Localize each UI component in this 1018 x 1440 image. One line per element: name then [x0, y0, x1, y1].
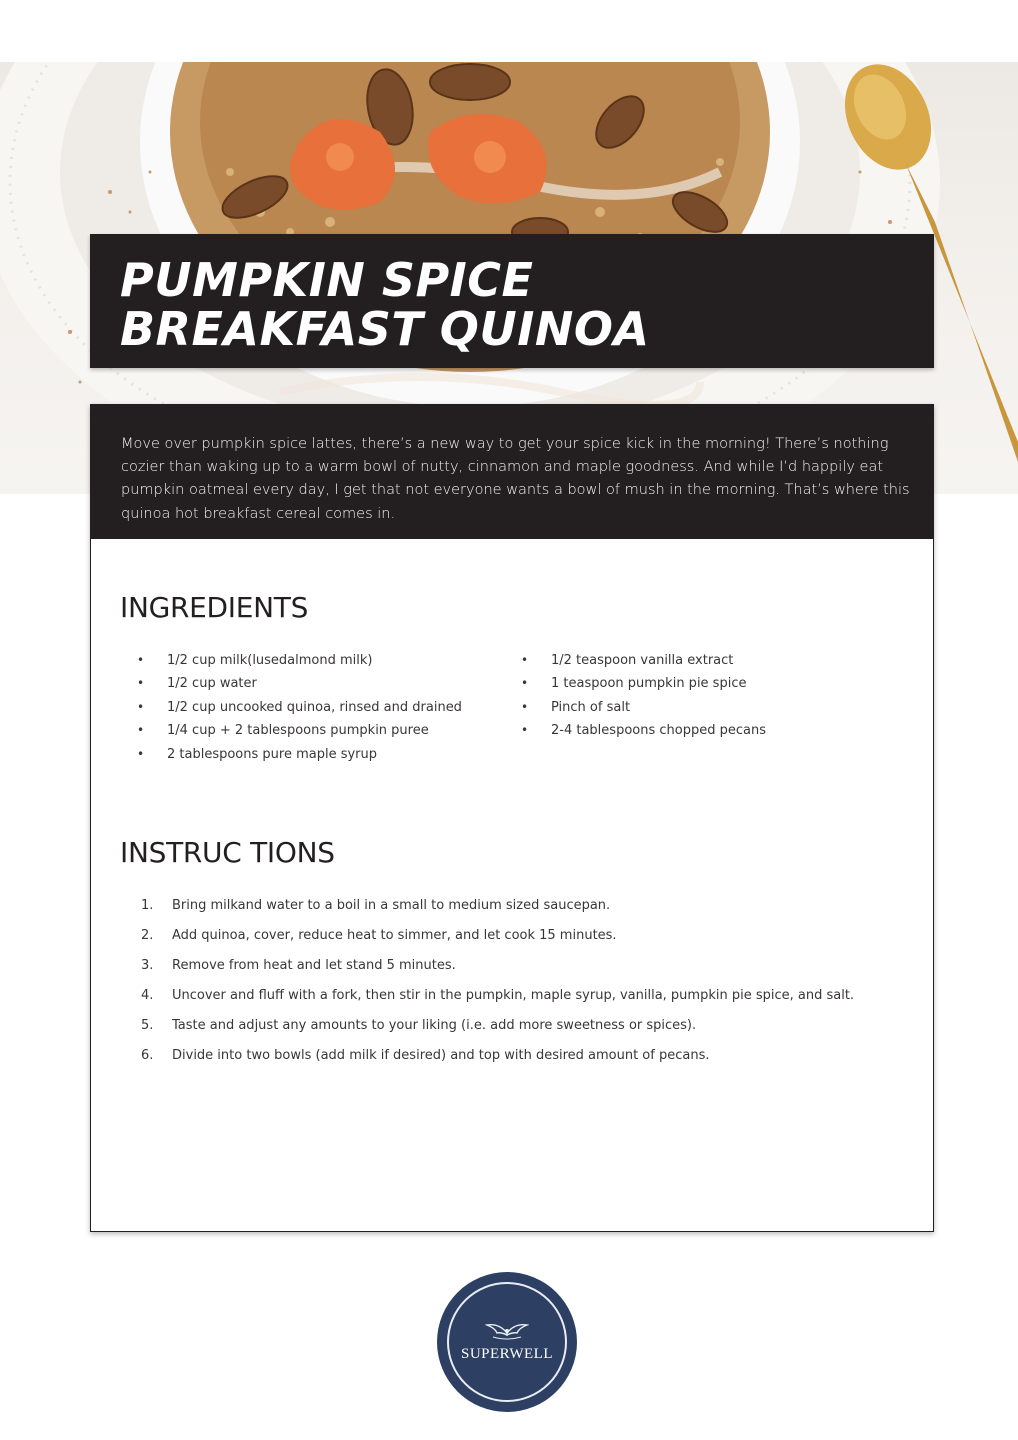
ingredients-heading: INGREDIENTS [120, 591, 309, 624]
title-banner [90, 234, 934, 368]
ingredient-item [137, 672, 462, 695]
ingredient-item [521, 649, 766, 672]
step-text: Divide into two bowls (add milk if desired) and top with desired amount of pecans. [172, 1048, 710, 1063]
instruction-step [141, 891, 854, 921]
instructions-heading: INSTRUC TIONS [120, 836, 335, 869]
ingredient-item [137, 743, 462, 766]
ingredient-text: 1/4 cup + 2 tablespoons pumpkin puree [167, 723, 429, 739]
bullet-icon: • [137, 746, 145, 761]
ingredient-text: 1/2 cup milk(lusedalmond milk) [167, 653, 373, 668]
ingredient-text: 2 tablespoons pure maple syrup [167, 746, 378, 762]
ingredients-list-column-2 [521, 649, 766, 743]
intro-text: Move over pumpkin spice lattes, there’s a new way to get your spice kick in the morning! There’s nothing cozier than waking up to a warm bowl of nutty, cinnamon and maple goodness. And while I’d happily eat pumpkin oatmeal every day, I get that not everyone wants a bowl of mush in the morning. That’s where this quinoa hot breakfast cereal comes in. [121, 436, 910, 522]
ingredient-text: 1/2 cup water [167, 676, 257, 692]
instruction-step [141, 1011, 854, 1041]
ingredient-item [521, 672, 766, 695]
bullet-icon: • [521, 653, 529, 667]
bullet-icon: • [137, 676, 145, 691]
step-text: Uncover and fluff with a fork, then stir in the pumpkin, maple syrup, vanilla, pumpkin pie spice, and salt. [172, 988, 855, 1003]
recipe-title-line-2: BREAKFAST QUINOA [120, 302, 650, 356]
recipe-card [90, 404, 934, 1232]
step-number: 5. [141, 1018, 154, 1033]
instruction-step [141, 1041, 854, 1071]
ingredient-text: Pinch of salt [551, 699, 631, 715]
ingredient-text: 2-4 tablespoons chopped pecans [551, 723, 766, 739]
step-text: Bring milkand water to a boil in a small to medium sized saucepan. [172, 898, 611, 913]
logo-wordmark: SUPERWELL [460, 1346, 553, 1362]
instruction-step [141, 951, 854, 981]
ingredient-text: 1/2 cup uncooked quinoa, rinsed and drained [167, 699, 462, 715]
ingredient-text: 1/2 teaspoon vanilla extract [551, 653, 734, 668]
step-number: 3. [141, 958, 154, 973]
intro-panel [91, 405, 933, 539]
ingredient-text: 1 teaspoon pumpkin pie spice [551, 676, 747, 692]
bullet-icon: • [137, 653, 145, 667]
ingredient-item [521, 719, 766, 742]
step-text: Remove from heat and let stand 5 minutes. [172, 958, 456, 973]
ingredient-item [137, 696, 462, 719]
bullet-icon: • [137, 723, 145, 738]
logo-ring [447, 1282, 567, 1402]
bullet-icon: • [521, 723, 529, 738]
instructions-list [141, 891, 854, 1071]
bullet-icon: • [521, 699, 529, 714]
recipe-title-line-1: PUMPKIN SPICE [120, 253, 534, 307]
ingredient-item [521, 696, 766, 719]
step-number: 4. [141, 988, 154, 1003]
superwell-logo [437, 1272, 577, 1412]
ingredient-item [137, 719, 462, 742]
bullet-icon: • [521, 676, 529, 691]
bullet-icon: • [137, 699, 145, 714]
step-number: 2. [141, 928, 154, 943]
step-number: 6. [141, 1048, 154, 1063]
instruction-step [141, 921, 854, 951]
wings-icon [485, 1319, 529, 1341]
step-number: 1. [141, 898, 154, 913]
step-text: Taste and adjust any amounts to your liking (i.e. add more sweetness or spices). [172, 1018, 697, 1033]
instruction-step [141, 981, 854, 1011]
ingredients-list-column-1 [137, 649, 462, 766]
step-text: Add quinoa, cover, reduce heat to simmer, and let cook 15 minutes. [172, 928, 617, 943]
ingredient-item [137, 649, 462, 672]
